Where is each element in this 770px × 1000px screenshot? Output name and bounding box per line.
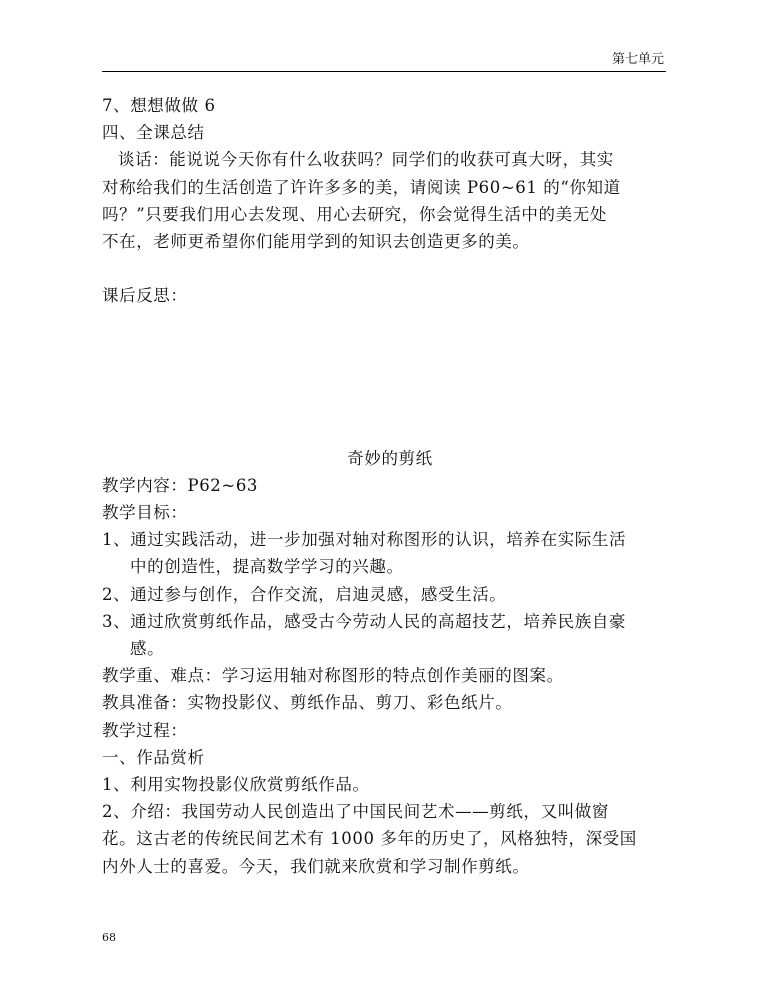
document-body xyxy=(102,92,668,880)
header-rule xyxy=(102,71,666,72)
goals-heading: 教学目标： xyxy=(102,503,188,523)
reflection-heading: 课后反思： xyxy=(102,286,188,306)
goal-1-line-2: 中的创造性，提高数学学习的兴趣。 xyxy=(130,557,404,577)
process-heading: 教学过程： xyxy=(102,720,188,740)
talk-line-4: 不在，老师更希望你们能用学到的知识去创造更多的美。 xyxy=(102,232,530,252)
unit-header: 第七单元 xyxy=(611,52,664,67)
step-think-and-do: 7、想想做做 6 xyxy=(102,96,216,115)
goal-3-line-1: 3、通过欣赏剪纸作品，感受古今劳动人民的高超技艺，培养民族自豪 xyxy=(102,611,627,631)
teaching-tools: 教具准备：实物投影仪、剪纸作品、剪刀、彩色纸片。 xyxy=(102,693,513,713)
step-1-heading: 一、作品赏析 xyxy=(102,747,205,767)
step-1-item-1: 1、利用实物投影仪欣赏剪纸作品。 xyxy=(102,775,370,795)
key-points: 教学重、难点：学习运用轴对称图形的特点创作美丽的图案。 xyxy=(102,666,564,686)
reflection-space xyxy=(102,310,668,445)
summary-heading: 四、全课总结 xyxy=(102,123,205,143)
goal-2: 2、通过参与创作，合作交流，启迪灵感，感受生活。 xyxy=(102,584,507,604)
talk-line-3: 吗？”只要我们用心去发现、用心去研究，你会觉得生活中的美无处 xyxy=(102,204,607,224)
lesson-title: 奇妙的剪纸 xyxy=(347,448,433,468)
intro-line-1: 2、介绍：我国劳动人民创造出了中国民间艺术——剪纸，又叫做窗 xyxy=(102,802,609,822)
talk-line-1: 谈话：能说说今天你有什么收获吗？同学们的收获可真大呀，其实 xyxy=(118,150,614,170)
blank-line xyxy=(102,255,668,282)
intro-line-2: 花。这古老的传统民间艺术有 1000 多年的历史了，风格独特，深受国 xyxy=(102,829,637,849)
teaching-content: 教学内容：P62~63 xyxy=(102,475,259,495)
page-number: 68 xyxy=(102,931,116,944)
goal-3-line-2: 感。 xyxy=(130,639,165,659)
talk-line-2: 对称给我们的生活创造了许许多多的美，请阅读 P60~61 的“你知道 xyxy=(102,177,621,197)
goal-1-line-1: 1、通过实践活动，进一步加强对轴对称图形的认识，培养在实际生活 xyxy=(102,530,627,550)
intro-line-3: 内外人士的喜爱。今天，我们就来欣赏和学习制作剪纸。 xyxy=(102,856,530,876)
